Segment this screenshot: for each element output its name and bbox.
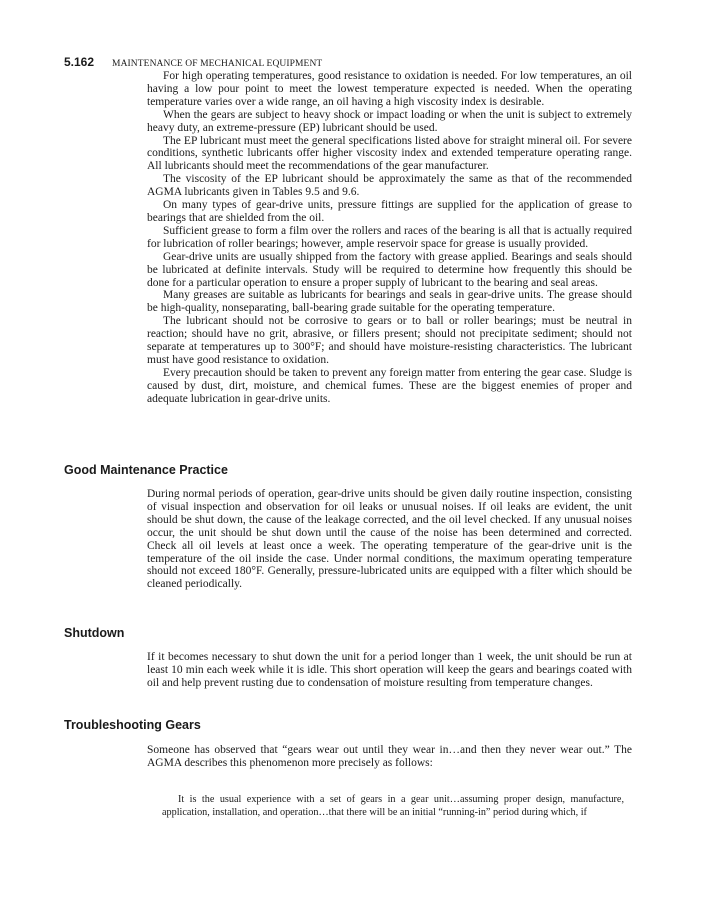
- intro-paragraph: Every precaution should be taken to prevent any foreign matter from entering the gear case. Sludge is caused by dust, dirt, moisture, and chemical fumes. These are the biggest enemies of proper and adequate lubrication in gear-drive units.: [147, 366, 632, 405]
- running-header: [64, 53, 322, 71]
- section-heading-good-maintenance: Good Maintenance Practice: [64, 463, 228, 477]
- intro-paragraph: When the gears are subject to heavy shock or impact loading or when the unit is subject to extremely heavy duty, an extreme-pressure (EP) lubricant should be used.: [147, 108, 632, 134]
- good-maintenance-paragraph: During normal periods of operation, gear-drive units should be given daily routine inspection, consisting of visual inspection and observation for oil leaks or unusual noises. If oil leaks are evident, the unit should be shut down, the cause of the leakage corrected, and the oil level checked. If any unusual noises occur, the unit should be shut down until the cause of the noise has been determined and corrected. Check all oil levels at least once a week. The operating temperature of the gear-drive unit is the temperature of the oil inside the case. Under normal conditions, the maximum operating temperature should not exceed 180°F. Generally, pressure-lubricated units are equipped with a filter which should be cleaned periodically.: [147, 488, 632, 591]
- section-heading-shutdown: Shutdown: [64, 626, 125, 640]
- running-title: MAINTENANCE OF MECHANICAL EQUIPMENT: [112, 59, 323, 69]
- intro-paragraph: Gear-drive units are usually shipped from the factory with grease applied. Bearings and seals should be lubricated at definite intervals. Study will be required to determine how frequently this should be done for a particular operation to ensure a proper supply of lubricant to the bearing and seal areas.: [147, 250, 632, 289]
- shutdown-text: [147, 651, 632, 690]
- block-quote: [162, 793, 624, 819]
- intro-paragraph: On many types of gear-drive units, pressure fittings are supplied for the application of grease to bearings that are shielded from the oil.: [147, 199, 632, 224]
- quote-paragraph: It is the usual experience with a set of gears in a gear unit…assuming proper design, manufacture, application, installation, and operation…that there will be an initial “running-in” period during which, if: [162, 794, 624, 818]
- intro-paragraph: The lubricant should not be corrosive to gears or to ball or roller bearings; must be neutral in reaction; should have no grit, abrasive, or fillers present; should not precipitate sediment; should not separate at temperatures up to 300°F; and should have moisture-resisting characteristics. The lubricant must have good resistance to oxidation.: [147, 315, 632, 366]
- intro-paragraph: The viscosity of the EP lubricant should be approximately the same as that of the recommended AGMA lubricants given in Tables 9.5 and 9.6.: [147, 173, 632, 199]
- section-heading-troubleshooting: Troubleshooting Gears: [64, 718, 201, 732]
- intro-text: [147, 70, 632, 406]
- shutdown-paragraph: If it becomes necessary to shut down the unit for a period longer than 1 week, the unit should be run at least 10 min each week while it is idle. This short operation will keep the gears and bearings coated with oil and help prevent rusting due to condensation of moisture resulting from temperature changes.: [147, 651, 632, 689]
- page-number: 5.162: [64, 55, 95, 69]
- intro-paragraph: Sufficient grease to form a film over the rollers and races of the bearing is all that is actually required for lubrication of roller bearings; however, ample reservoir space for grease is usually provided.: [147, 224, 632, 250]
- intro-paragraph: Many greases are suitable as lubricants for bearings and seals in gear-drive units. The grease should be high-quality, nonseparating, ball-bearing grade suitable for the operating temperature.: [147, 289, 632, 315]
- troubleshooting-paragraph: Someone has observed that “gears wear out until they wear in…and then they never wear out.” The AGMA describes this phenomenon more precisely as follows:: [147, 744, 632, 769]
- good-maintenance-text: [147, 488, 632, 591]
- intro-paragraph: For high operating temperatures, good resistance to oxidation is needed. For low temperatures, an oil having a low pour point to meet the lowest temperature expected is needed. When the operating temperature varies over a wide range, an oil having a high viscosity index is desirable.: [147, 70, 632, 108]
- intro-paragraph: The EP lubricant must meet the general specifications listed above for straight mineral oil. For severe conditions, synthetic lubricants offer higher viscosity index and extended temperature operating range. All lubricants should meet the recommendations of the gear manufacturer.: [147, 134, 632, 173]
- troubleshooting-text: [147, 744, 632, 770]
